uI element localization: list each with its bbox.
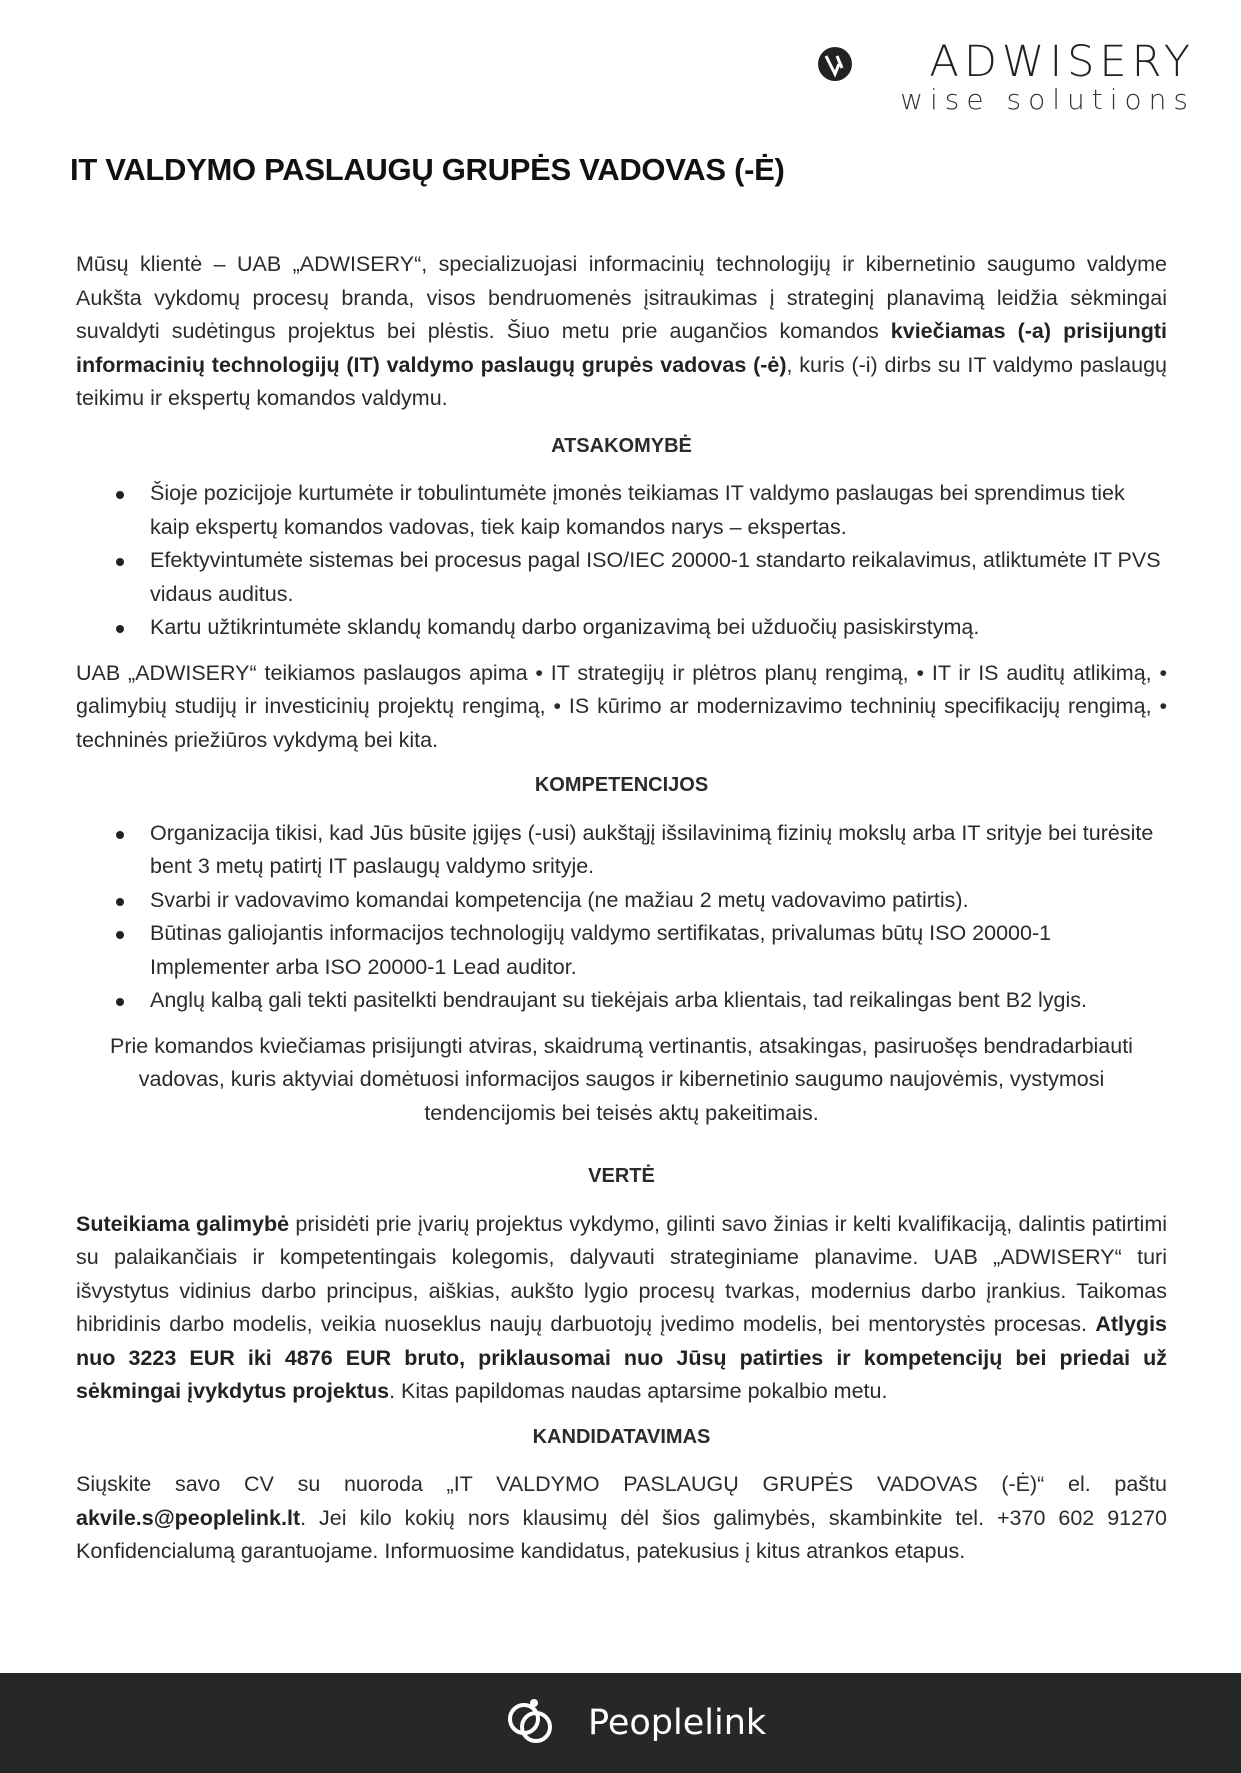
footer-brand-text: Peoplelink xyxy=(588,1703,767,1743)
value-heading: VERTĖ xyxy=(588,1165,655,1187)
competencies-heading: KOMPETENCIJOS xyxy=(534,774,709,796)
logo-tagline: wise solutions xyxy=(900,83,1195,116)
intro-text-2: , kuris (-i) dirbs su IT valdymo paslaugų teikimu ir ekspertų komandos valdymu. xyxy=(76,352,1167,410)
invite-paragraph: Prie komandos kviečiamas prisijungti atviras, skaidrumą vertinantis, atsakingas, pasiruošęs bendradarbiauti vadovas, kuris aktyviai domėtuosi informacijos saugos ir kibernetinio saugumo naujovėmis, vystymosi tendencijomis bei teisės aktų pakeitimais. xyxy=(110,1033,1133,1125)
list-item: Kartu užtikrintumėte sklandų komandų darbo organizavimą bei užduočių pasiskirstymą. xyxy=(76,611,1167,645)
logo-brand-text: ADWISERY xyxy=(929,37,1195,87)
apply-text-2: . Jei kilo kokių nors klausimų dėl šios galimybės, skambinkite tel. +370 602 91270 Konfidencialumą garantuojame. Informuosime kandidatus, patekusius į kitus atrankos etapus. xyxy=(76,1505,1167,1563)
adwisery-mark-icon xyxy=(815,44,855,84)
services-paragraph: UAB „ADWISERY“ teikiamos paslaugos apima • IT strategijų ir plėtros planų rengimą, • IT ir IS auditų atlikimą, • galimybių studijų ir investicinių projektų rengimą, • IS kūrimo ar modernizavimo techninių specifikacijų rengimą, • techninės priežiūros vykdymą bei kita. xyxy=(76,660,1167,752)
list-item: Šioje pozicijoje kurtumėte ir tobulintumėte įmonės teikiamas IT valdymo paslaugas bei sprendimus tiek kaip ekspertų komandos vadovas, tiek kaip komandos narys – ekspertas. xyxy=(76,477,1167,544)
value-paragraph xyxy=(76,1208,1167,1409)
value-text-1: prisidėti prie įvarių projektus vykdymo, gilinti savo žinias ir kelti kvalifikaciją, dalintis patirtimi su palaikančiais ir kompetentingais kolegomis, dalyvauti strateginiame planavime. UAB „ADWISERY“ turi išvystytus vidinius darbo principus, aiškias, aukšto lygio procesų tvarkas, modernius darbo įrankius. Taikomas hibridinis darbo modelis, veikia nuoseklus naujų darbuotojų įvedimo modelis, bei mentorystės procesas. xyxy=(76,1211,1168,1336)
intro-bold: kviečiamas (-a) prisijungti informacinių technologijų (IT) valdymo paslaugų grupės vadovas (-ė) xyxy=(76,319,1167,377)
peoplelink-logo-icon xyxy=(500,1693,560,1753)
list-item: Būtinas galiojantis informacijos technologijų valdymo sertifikatas, privalumas būtų ISO 20000-1 Implementer arba ISO 20000-1 Lead auditor. xyxy=(76,917,1167,984)
value-bold-2: Atlygis nuo 3223 EUR iki 4876 EUR bruto, priklausomai nuo Jūsų patirties ir kompetencijų bei priedai už sėkmingai įvykdytus projektus xyxy=(76,1312,1167,1403)
page-title: IT VALDYMO PASLAUGŲ GRUPĖS VADOVAS (-Ė) xyxy=(70,152,785,187)
intro-text-1: Mūsų klientė – UAB „ADWISERY“, specializuojasi informacinių technologijų ir kibernetinio saugumo valdyme Aukšta vykdomų procesų branda, visos bendruomenės įsitraukimas į strateginį planavimą leidžia sėkmingai suvaldyti sudėtingus projektus bei plėstis. Šiuo metu prie augančios komandos xyxy=(76,252,1167,343)
list-item: Organizacija tikisi, kad Jūs būsite įgijęs (-usi) aukštąjį išsilavinimą fizinių mokslų arba IT srityje bei turėsite bent 3 metų patirtį IT paslaugų valdymo srityje. xyxy=(76,817,1167,884)
responsibility-list xyxy=(76,477,1167,645)
responsibility-heading: ATSAKOMYBĖ xyxy=(551,434,692,457)
competencies-list xyxy=(76,817,1167,1018)
footer-bar xyxy=(0,1673,1241,1773)
document-body xyxy=(76,248,1167,1569)
apply-text-1: Siųskite savo CV su nuoroda „IT VALDYMO PASLAUGŲ GRUPĖS VADOVAS (-Ė)“ el. paštu xyxy=(76,1472,1167,1496)
intro-paragraph xyxy=(76,248,1167,416)
list-item: Anglų kalbą gali tekti pasitelkti bendraujant su tiekėjais arba klientais, tad reikalingas bent B2 lygis. xyxy=(76,984,1167,1018)
apply-paragraph xyxy=(76,1468,1167,1569)
value-bold-1: Suteikiama galimybė xyxy=(76,1211,290,1236)
apply-heading: KANDIDATAVIMAS xyxy=(532,1425,711,1448)
contact-email-link[interactable]: akvile.s@peoplelink.lt xyxy=(76,1505,301,1530)
list-item: Efektyvintumėte sistemas bei procesus pagal ISO/IEC 20000-1 standarto reikalavimus, atliktumėte IT PVS vidaus auditus. xyxy=(76,544,1167,611)
adwisery-logo xyxy=(815,38,1195,118)
list-item: Svarbi ir vadovavimo komandai kompetencija (ne mažiau 2 metų vadovavimo patirtis). xyxy=(76,884,1167,918)
value-text-2: . Kitas papildomas naudas aptarsime pokalbio metu. xyxy=(389,1379,888,1403)
